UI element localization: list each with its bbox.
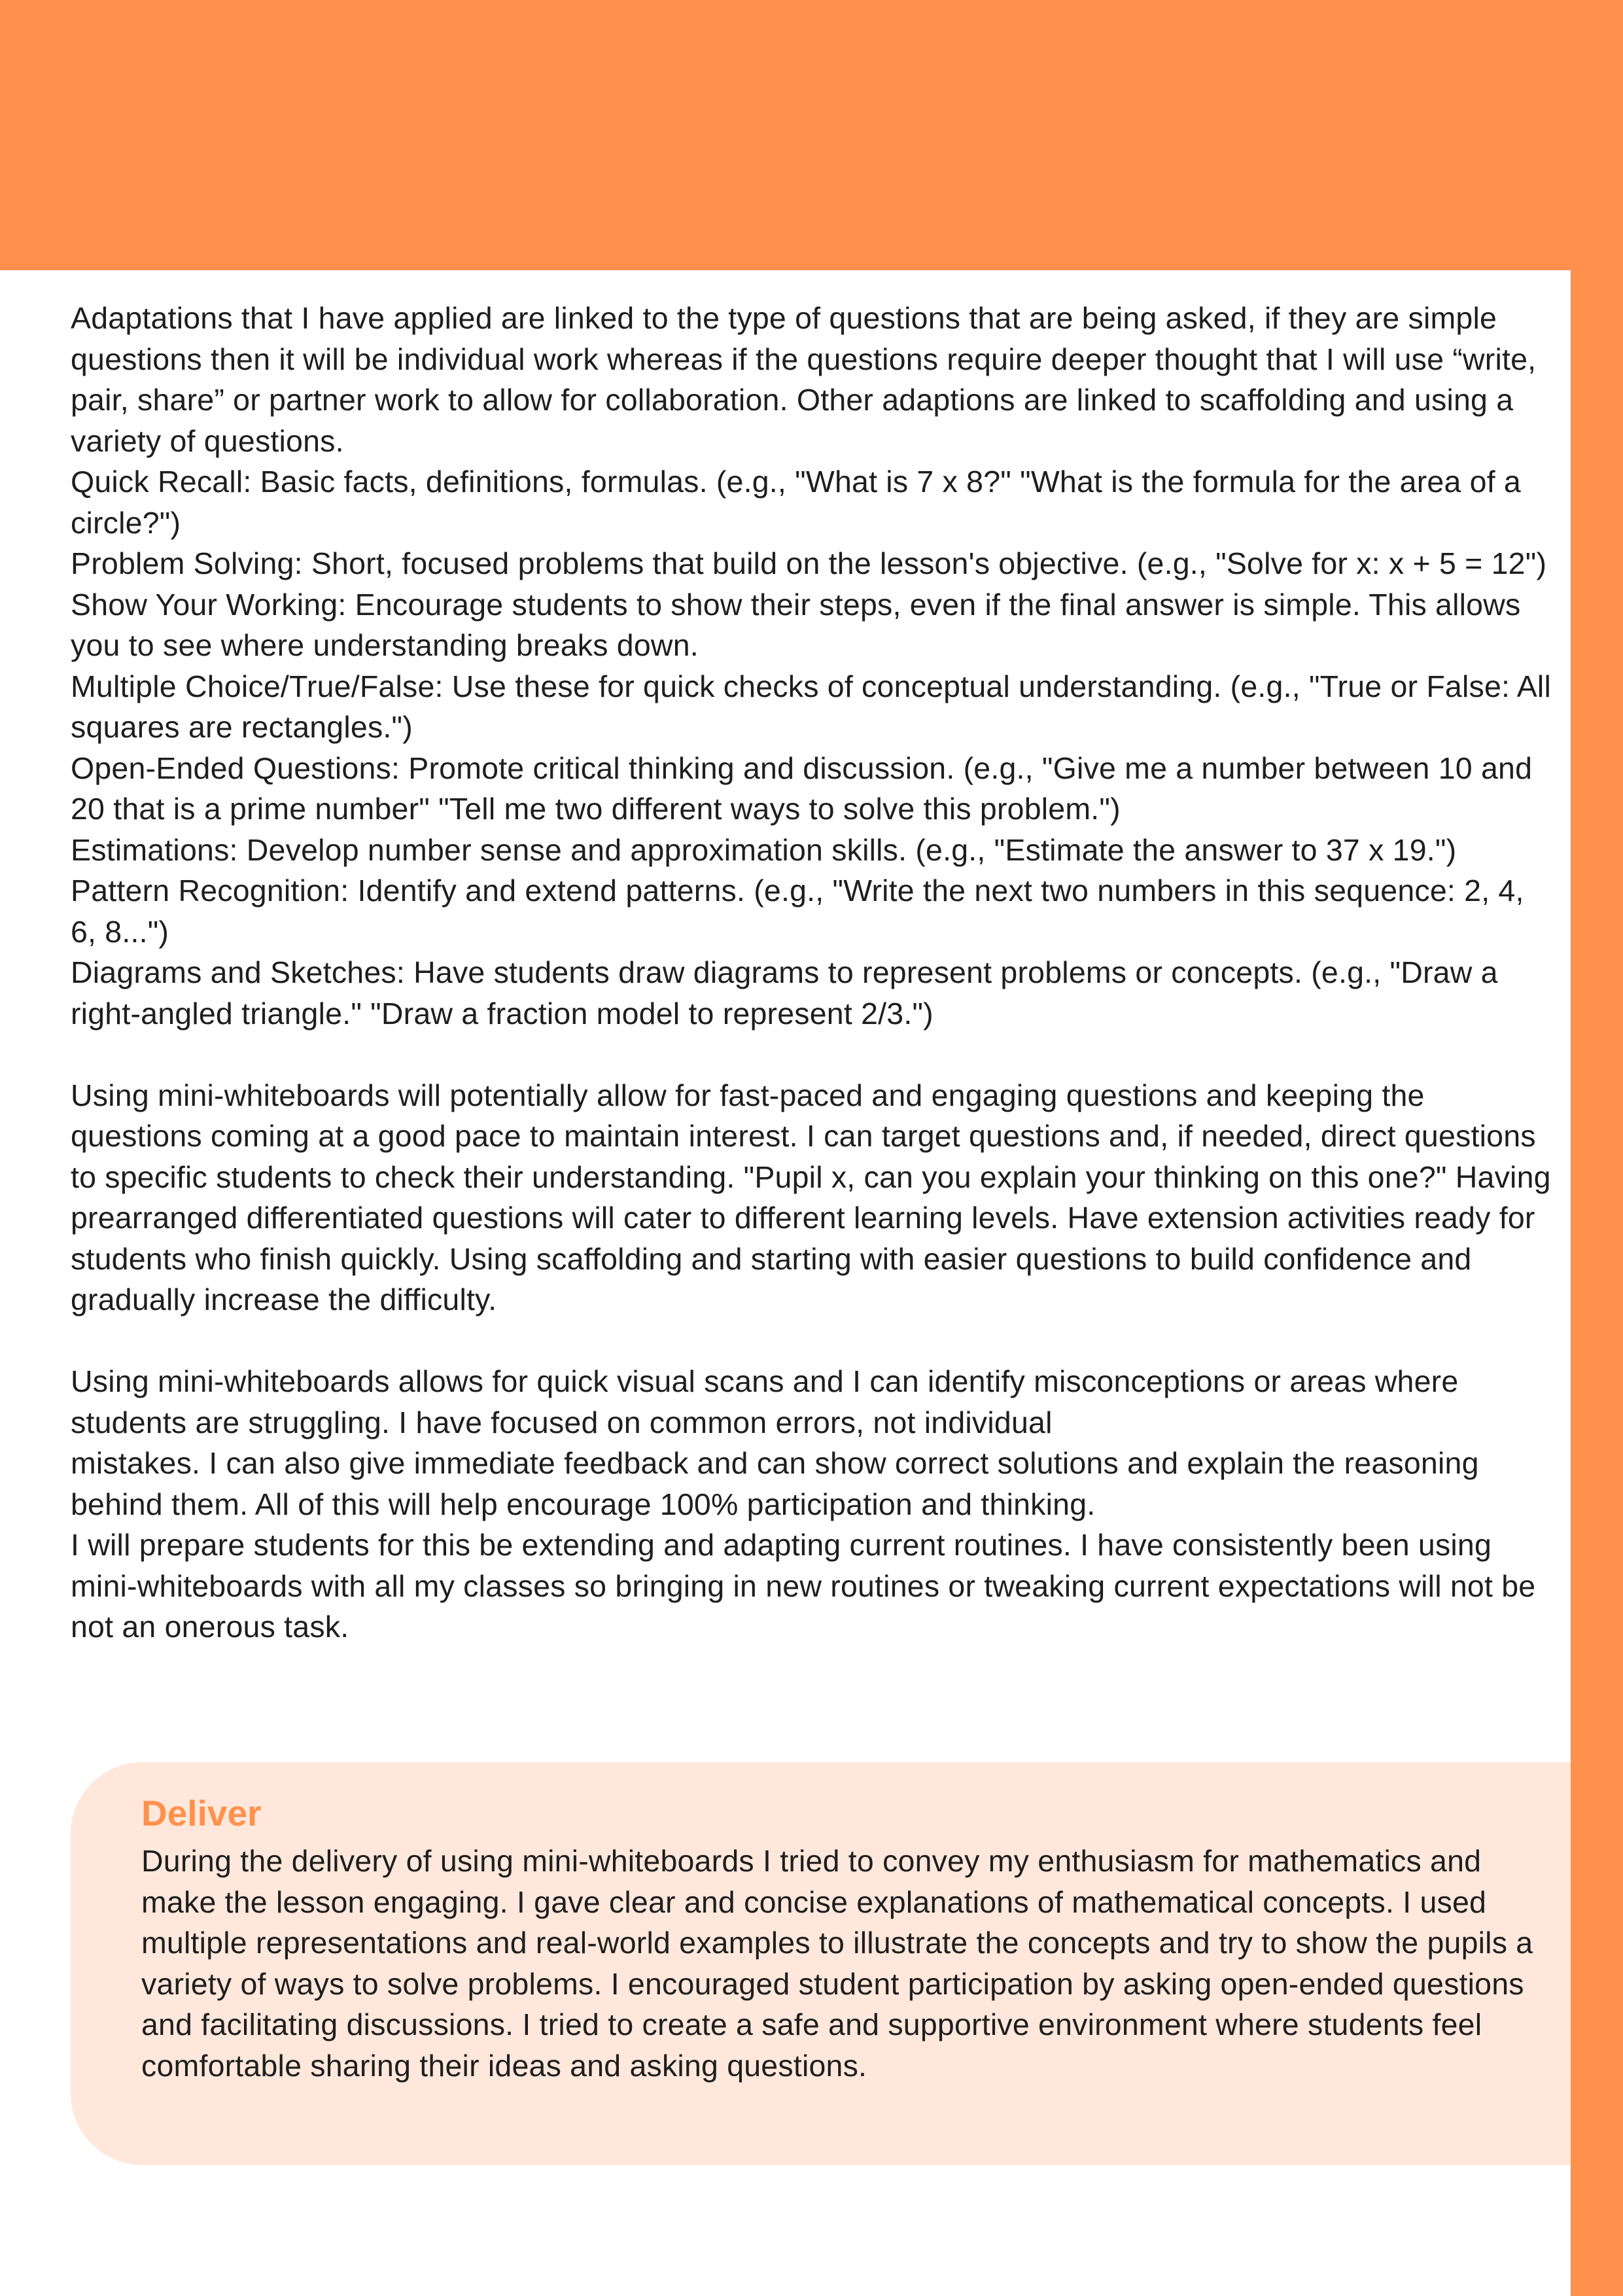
question-type-item bbox=[71, 543, 1556, 584]
question-type-item bbox=[71, 584, 1556, 666]
question-type-item bbox=[71, 952, 1556, 1034]
deliver-panel bbox=[71, 1762, 1571, 2165]
right-edge-band bbox=[1571, 0, 1623, 2296]
question-type-label: Multiple Choice/True/False: bbox=[71, 669, 444, 703]
paragraph-gap bbox=[71, 1320, 1556, 1362]
question-type-label: Problem Solving: bbox=[71, 546, 303, 580]
question-type-text: Develop number sense and approximation skills. (e.g., "Estimate the answer to 37 x 19.") bbox=[246, 832, 1457, 867]
question-type-text: Identify and extend patterns. (e.g., "Write the next two numbers in this sequence: 2, 4, 6, 8...") bbox=[71, 874, 1524, 949]
question-type-text: Encourage students to show their steps, even if the final answer is simple. This allows you to see where understanding breaks down. bbox=[71, 587, 1521, 662]
prepare-paragraph: I will prepare students for this be extending and adapting current routines. I have consistently been using mini-whiteboards with all my classes so bringing in new routines or tweaking current expectations will not be not an onerous task. bbox=[71, 1528, 1536, 1644]
paragraph-gap bbox=[71, 1034, 1556, 1075]
question-type-item bbox=[71, 748, 1556, 830]
question-type-label: Open-Ended Questions: bbox=[71, 751, 400, 785]
question-type-item bbox=[71, 461, 1556, 543]
scan-paragraph-part-1: Using mini-whiteboards allows for quick visual scans and I can identify misconceptions or areas where students are struggling. I have focused on common errors, not individual bbox=[71, 1364, 1459, 1439]
question-type-text: Use these for quick checks of conceptual understanding. (e.g., "True or False: All squares are rectangles.") bbox=[71, 669, 1551, 744]
question-type-item bbox=[71, 870, 1556, 952]
intro-paragraph: Adaptations that I have applied are linked to the type of questions that are being asked, if they are simple questions then it will be individual work whereas if the questions require deeper thought that I will use “write, pair, share” or partner work to allow for collaboration. Other adaptions are linked to scaffolding and using a variety of questions. bbox=[71, 301, 1537, 458]
deliver-heading: Deliver bbox=[141, 1793, 262, 1833]
question-type-label: Pattern Recognition: bbox=[71, 874, 349, 908]
scan-paragraph-part-2: mistakes. I can also give immediate feedback and can show correct solutions and explain the reasoning behind them. All of this will help encourage 100% participation and thinking. bbox=[71, 1446, 1479, 1521]
question-type-label: Diagrams and Sketches: bbox=[71, 955, 405, 989]
question-type-item bbox=[71, 830, 1556, 871]
question-type-text: Have students draw diagrams to represent problems or concepts. (e.g., "Draw a right-angled triangle." "Draw a fraction model to represent 2/3.") bbox=[71, 955, 1498, 1031]
question-type-item bbox=[71, 666, 1556, 748]
question-type-label: Quick Recall: bbox=[71, 465, 252, 499]
plan-section bbox=[71, 298, 1556, 1648]
question-type-label: Show Your Working: bbox=[71, 587, 347, 622]
header-band bbox=[0, 0, 1623, 270]
question-type-text: Promote critical thinking and discussion. (e.g., "Give me a number between 10 and 20 that is a prime number" "Tell me two different ways to solve this problem.") bbox=[71, 751, 1533, 826]
question-type-text: Basic facts, definitions, formulas. (e.g., "What is 7 x 8?" "What is the formula for the area of a circle?") bbox=[71, 465, 1521, 540]
deliver-paragraph: During the delivery of using mini-whiteboards I tried to convey my enthusiasm for mathematics and make the lesson engaging. I gave clear and concise explanations of mathematical concepts. I used multiple representations and real-world examples to illustrate the concepts and try to show the pupils a variety of ways to solve problems. I encouraged student participation by asking open-ended questions and facilitating discussions. I tried to create a safe and supportive environment where students feel comfortable sharing their ideas and asking questions. bbox=[141, 1844, 1533, 2083]
question-type-text: Short, focused problems that build on the lesson's objective. (e.g., "Solve for x: x + 5 = 12") bbox=[311, 546, 1547, 580]
pace-paragraph: Using mini-whiteboards will potentially allow for fast-paced and engaging questions and keeping the questions coming at a good pace to maintain interest. I can target questions and, if needed, direct questions to specific students to check their understanding. "Pupil x, can you explain your thinking on this one?" Having prearranged differentiated questions will cater to different learning levels. Have extension activities ready for students who finish quickly. Using scaffolding and starting with easier questions to build confidence and gradually increase the difficulty. bbox=[71, 1078, 1551, 1316]
question-type-label: Estimations: bbox=[71, 832, 238, 867]
